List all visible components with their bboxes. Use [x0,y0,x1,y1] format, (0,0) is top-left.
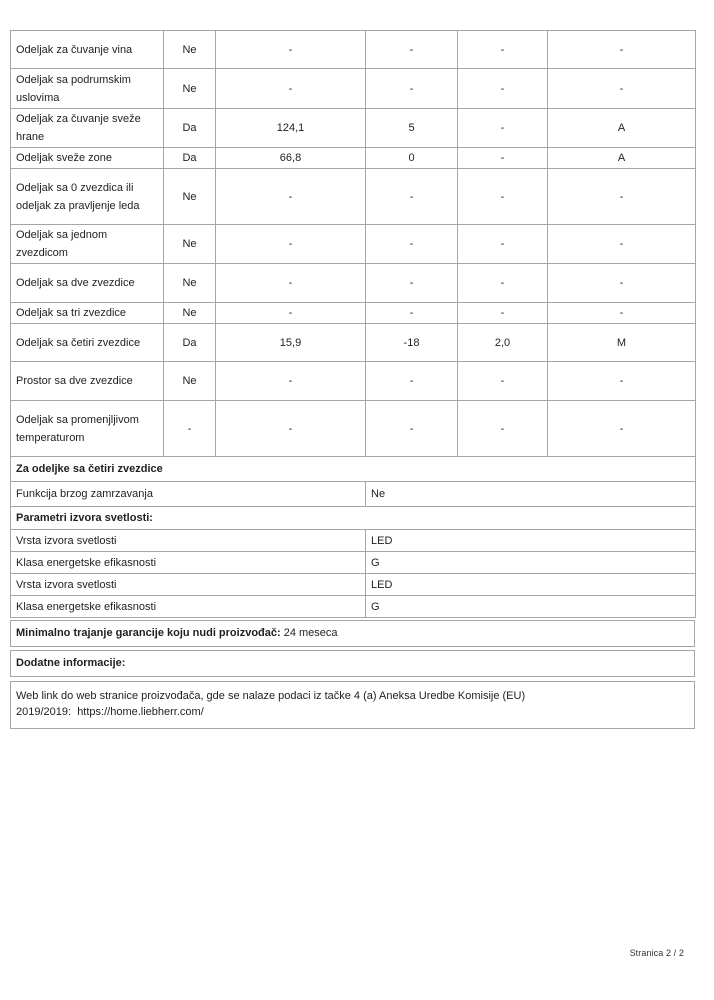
table-row [11,324,696,362]
row-label: Odeljak za čuvanje vina [11,31,164,69]
table-row [11,31,696,69]
table-row [11,148,696,169]
row-label: Odeljak sveže zone [11,148,164,169]
table-row [11,303,696,324]
row-label: Vrsta izvora svetlosti [11,574,366,596]
cell-volume: 124,1 [216,109,366,148]
row-label: Odeljak sa jednom zvezdicom [11,225,164,264]
light-source-section-table [10,506,696,618]
cell-present: Ne [164,362,216,401]
cell-temp: -18 [366,324,458,362]
cell-capacity: - [458,31,548,69]
cell-value: Ne [366,482,696,507]
row-label: Klasa energetske efikasnosti [11,552,366,574]
cell-capacity: - [458,148,548,169]
four-star-section-table [10,456,696,507]
table-row [11,169,696,225]
weblink-regulation-year: 2019/2019: [16,706,72,718]
row-label: Odeljak sa podrumskim uslovima [11,69,164,109]
cell-capacity: - [458,109,548,148]
table-row [11,264,696,303]
cell-volume: 66,8 [216,148,366,169]
cell-grade: - [548,401,696,457]
cell-present: Da [164,148,216,169]
cell-grade: - [548,169,696,225]
cell-volume: - [216,264,366,303]
cell-capacity: - [458,169,548,225]
cell-capacity: - [458,401,548,457]
cell-value: G [366,596,696,618]
weblink-text-line1: Web link do web stranice proizvođača, gde se nalaze podaci iz tačke 4 (a) Aneksa Uredbe Komisije (EU) [16,690,526,702]
cell-capacity: - [458,225,548,264]
weblink-row [10,681,695,729]
cell-present: Ne [164,31,216,69]
cell-grade: - [548,225,696,264]
cell-temp: 0 [366,148,458,169]
cell-temp: - [366,69,458,109]
cell-value: LED [366,574,696,596]
cell-capacity: - [458,69,548,109]
row-label: Odeljak sa tri zvezdice [11,303,164,324]
table-row [11,225,696,264]
row-label: Prostor sa dve zvezdice [11,362,164,401]
cell-value: G [366,552,696,574]
warranty-row [10,620,695,647]
row-label: Odeljak sa dve zvezdice [11,264,164,303]
cell-volume: - [216,362,366,401]
cell-temp: - [366,225,458,264]
cell-present: Ne [164,225,216,264]
section-header-row [11,507,696,530]
cell-grade: A [548,148,696,169]
additional-info-header: Dodatne informacije: [10,650,695,677]
cell-present: - [164,401,216,457]
manufacturer-website-link[interactable]: https://home.liebherr.com/ [77,706,204,718]
cell-volume: - [216,69,366,109]
row-label: Odeljak sa promenjljivom temperaturom [11,401,164,457]
cell-volume: - [216,169,366,225]
row-label: Odeljak sa četiri zvezdice [11,324,164,362]
cell-present: Ne [164,303,216,324]
cell-value: LED [366,530,696,552]
section-title: Parametri izvora svetlosti: [11,507,696,530]
row-label: Odeljak sa 0 zvezdica ili odeljak za pravljenje leda [11,169,164,225]
compartment-table [10,30,696,457]
cell-temp: - [366,264,458,303]
cell-grade: - [548,303,696,324]
cell-volume: - [216,303,366,324]
cell-temp: - [366,31,458,69]
table-row [11,482,696,507]
cell-present: Da [164,324,216,362]
table-row [11,69,696,109]
weblink-text-line2 [16,704,688,720]
table-row [11,401,696,457]
cell-volume: - [216,31,366,69]
table-row [11,596,696,618]
cell-volume: 15,9 [216,324,366,362]
cell-grade: - [548,31,696,69]
cell-grade: - [548,362,696,401]
cell-present: Ne [164,264,216,303]
cell-grade: M [548,324,696,362]
cell-capacity: - [458,264,548,303]
cell-temp: 5 [366,109,458,148]
row-label: Odeljak za čuvanje sveže hrane [11,109,164,148]
cell-volume: - [216,225,366,264]
table-row [11,362,696,401]
cell-grade: A [548,109,696,148]
row-label: Funkcija brzog zamrzavanja [11,482,366,507]
cell-present: Ne [164,169,216,225]
warranty-label: Minimalno trajanje garancije koju nudi proizvođač: [16,627,281,639]
cell-grade: - [548,264,696,303]
row-label: Klasa energetske efikasnosti [11,596,366,618]
cell-capacity: 2,0 [458,324,548,362]
cell-present: Da [164,109,216,148]
cell-grade: - [548,69,696,109]
page-number: Stranica 2 / 2 [629,948,684,958]
cell-temp: - [366,303,458,324]
spec-sheet-content [10,30,695,729]
cell-capacity: - [458,303,548,324]
cell-volume: - [216,401,366,457]
table-row [11,530,696,552]
table-row [11,574,696,596]
cell-capacity: - [458,362,548,401]
cell-temp: - [366,362,458,401]
table-row [11,552,696,574]
warranty-value: 24 meseca [283,627,338,639]
table-row [11,109,696,148]
section-header-row [11,457,696,482]
cell-present: Ne [164,69,216,109]
section-title: Za odeljke sa četiri zvezdice [11,457,696,482]
row-label: Vrsta izvora svetlosti [11,530,366,552]
cell-temp: - [366,169,458,225]
cell-temp: - [366,401,458,457]
